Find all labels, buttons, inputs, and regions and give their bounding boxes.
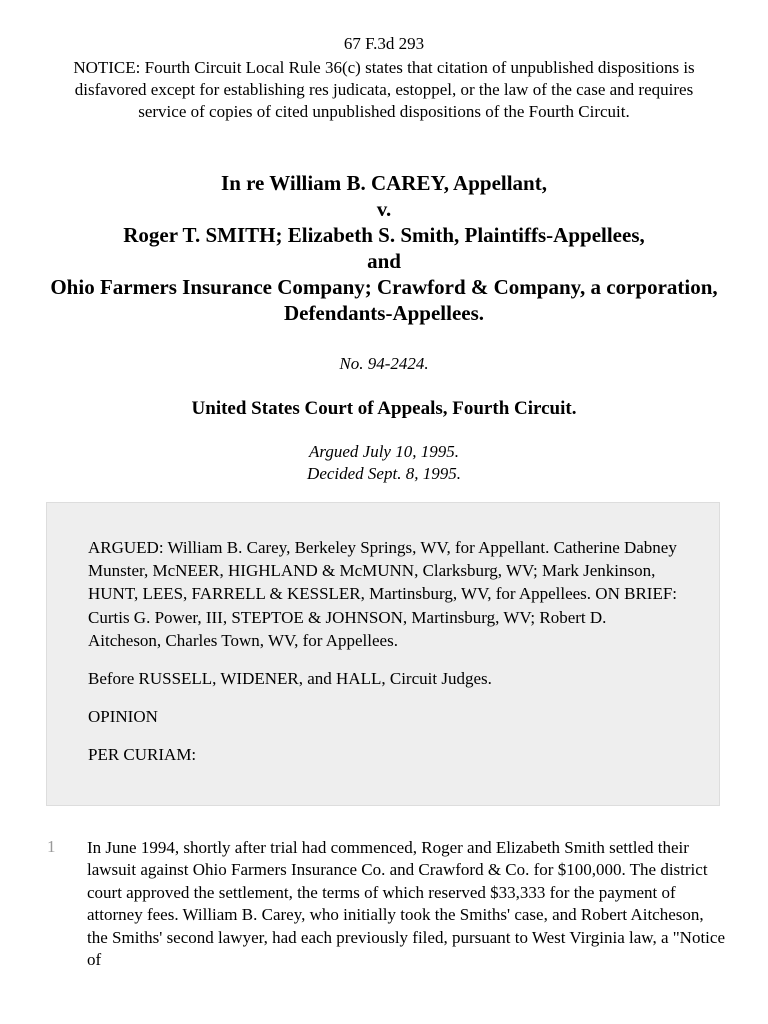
case-caption bbox=[20, 170, 748, 326]
counsel-box bbox=[46, 502, 720, 806]
citation: 67 F.3d 293 bbox=[343, 34, 425, 53]
case-dates bbox=[0, 441, 768, 485]
docket-number: No. 94-2424. bbox=[339, 354, 429, 373]
caption-versus: v. bbox=[376, 197, 392, 221]
judges-text: Before RUSSELL, WIDENER, and HALL, Circuit Judges. bbox=[88, 669, 492, 689]
caption-plaintiffs: Roger T. SMITH; Elizabeth S. Smith, Plaintiffs-Appellees, bbox=[123, 223, 645, 247]
counsel-text: ARGUED: William B. Carey, Berkeley Springs, WV, for Appellant. Catherine Dabney Munster, McNEER, HIGHLAND & McMUNN, Clarksburg, WV; Mark Jenkinson, HUNT, LEES, FARRELL & KESSLER, Martinsburg, WV, for Appellees. ON BRIEF: Curtis G. Power, III, STEPTOE & JOHNSON, Martinsburg, WV; Robert D. Aitcheson, Charles Town, WV, for Appellees. bbox=[88, 538, 678, 650]
per-curiam-heading: PER CURIAM: bbox=[88, 745, 197, 765]
caption-defendants: Ohio Farmers Insurance Company; Crawford & Company, a corporation, Defendants-Appellees. bbox=[50, 275, 718, 325]
court-name: United States Court of Appeals, Fourth Circuit. bbox=[191, 398, 577, 419]
argued-date: Argued July 10, 1995. bbox=[309, 442, 459, 461]
caption-appellant: In re William B. CAREY, Appellant, bbox=[221, 171, 547, 195]
caption-and: and bbox=[367, 249, 401, 273]
paragraph-number: 1 bbox=[47, 837, 56, 856]
decided-date: Decided Sept. 8, 1995. bbox=[307, 464, 461, 483]
paragraph-text: In June 1994, shortly after trial had commenced, Roger and Elizabeth Smith settled their lawsuit against Ohio Farmers Insurance Co. and Crawford & Co. for $100,000. The district court approved the settlement, the terms of which reserved $33,333 for the payment of attorney fees. William B. Carey, who initially took the Smiths' case, and Robert Aitcheson, the Smiths' second lawyer, had each previously filed, pursuant to West Virginia law, a "Notice of bbox=[87, 838, 725, 970]
notice-text: NOTICE: Fourth Circuit Local Rule 36(c) states that citation of unpublished dispositions is disfavored except for establishing res judicata, estoppel, or the law of the case and requires service of copies of cited unpublished dispositions of the Fourth Circuit. bbox=[73, 58, 695, 121]
opinion-heading: OPINION bbox=[88, 707, 158, 727]
counsel-box-content bbox=[88, 536, 678, 782]
